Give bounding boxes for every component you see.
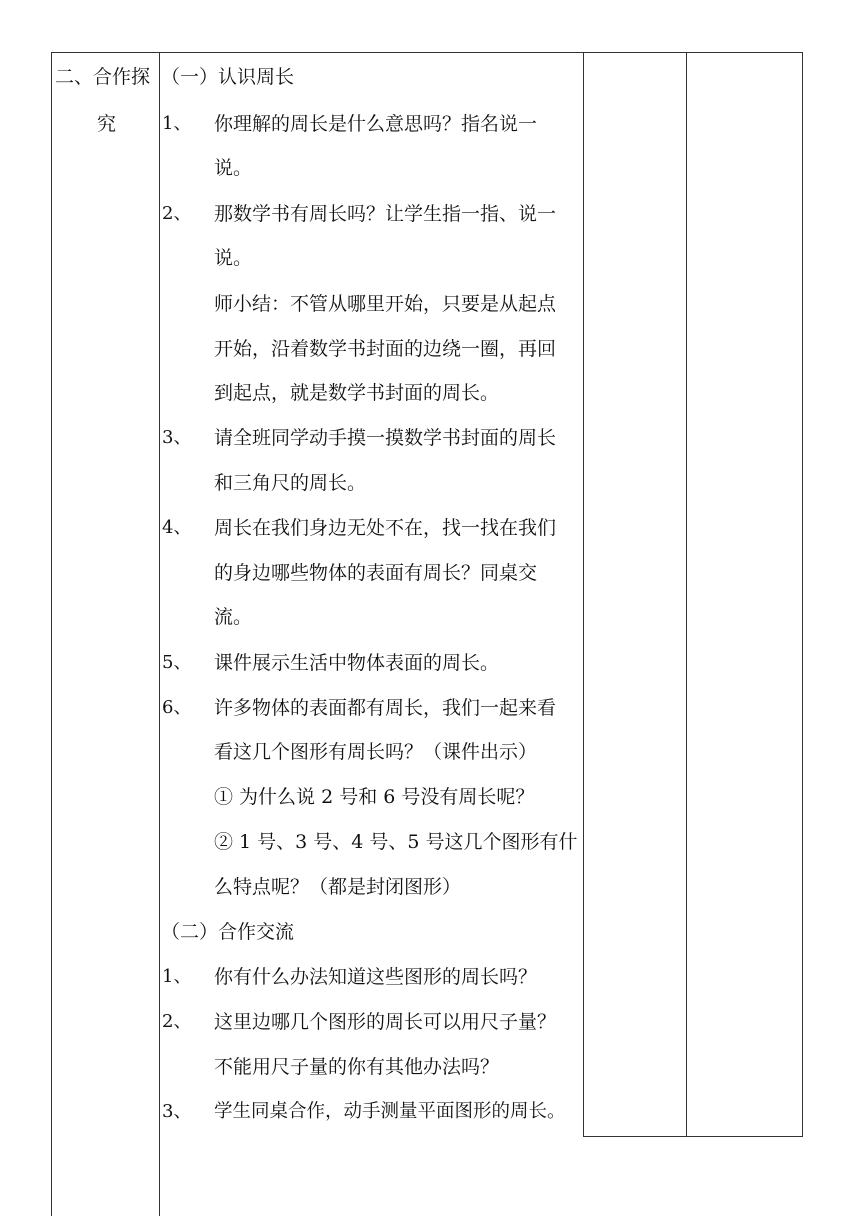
item-text: 那数学书有周长吗？让学生指一指、说一 <box>214 203 557 225</box>
item-number: 1、 <box>162 966 192 987</box>
column-divider-3 <box>686 52 687 1137</box>
sub-question: 么特点呢？（都是封闭图形） <box>214 876 462 898</box>
item-number: 2、 <box>162 203 192 224</box>
item-text: 和三角尺的周长。 <box>214 472 367 494</box>
item-number: 5、 <box>162 652 192 673</box>
table-bottom-border-right <box>583 1136 803 1137</box>
item-text: 不能用尺子量的你有其他办法吗？ <box>214 1056 500 1078</box>
summary-text: 到起点，就是数学书封面的周长。 <box>214 382 500 404</box>
item-text: 这里边哪几个图形的周长可以用尺子量？ <box>214 1011 557 1033</box>
table-right-border <box>802 52 803 1137</box>
item-text: 说。 <box>214 157 253 179</box>
item-text: 请全班同学动手摸一摸数学书封面的周长 <box>214 427 557 449</box>
section-title-1: （一）认识周长 <box>161 66 295 88</box>
column-divider-2 <box>583 52 584 1137</box>
section-title-2: （二）合作交流 <box>161 921 295 943</box>
item-text: 你有什么办法知道这些图形的周长吗？ <box>214 966 538 988</box>
sub-question: ① 为什么说 2 号和 6 号没有周长呢？ <box>214 786 535 808</box>
item-number: 3、 <box>162 1101 192 1122</box>
item-number: 2、 <box>162 1011 192 1032</box>
table-left-border <box>51 52 52 1216</box>
category-label-line1: 二、合作探 <box>55 66 151 88</box>
item-text: 周长在我们身边无处不在，找一找在我们 <box>214 517 557 539</box>
item-text: 许多物体的表面都有周长，我们一起来看 <box>214 697 557 719</box>
table-top-border <box>51 52 803 53</box>
item-text: 的身边哪些物体的表面有周长？同桌交 <box>214 562 538 584</box>
item-text: 课件展示生活中物体表面的周长。 <box>214 652 500 674</box>
column-divider-1 <box>159 52 160 1216</box>
item-number: 3、 <box>162 427 192 448</box>
item-number: 4、 <box>162 517 192 538</box>
summary-text: 师小结：不管从哪里开始，只要是从起点 <box>214 293 557 315</box>
item-text: 学生同桌合作，动手测量平面图形的周长。 <box>214 1101 566 1122</box>
item-text: 说。 <box>214 247 253 269</box>
item-number: 1、 <box>162 113 192 134</box>
item-text: 看这几个图形有周长吗？（课件出示） <box>214 741 538 763</box>
summary-text: 开始，沿着数学书封面的边绕一圈，再回 <box>214 338 557 360</box>
item-text: 你理解的周长是什么意思吗？指名说一 <box>214 113 538 135</box>
category-label-line2: 究 <box>97 113 117 135</box>
item-number: 6、 <box>162 697 192 718</box>
item-text: 流。 <box>214 606 253 628</box>
sub-question: ② 1 号、3 号、4 号、5 号这几个图形有什 <box>214 831 578 853</box>
